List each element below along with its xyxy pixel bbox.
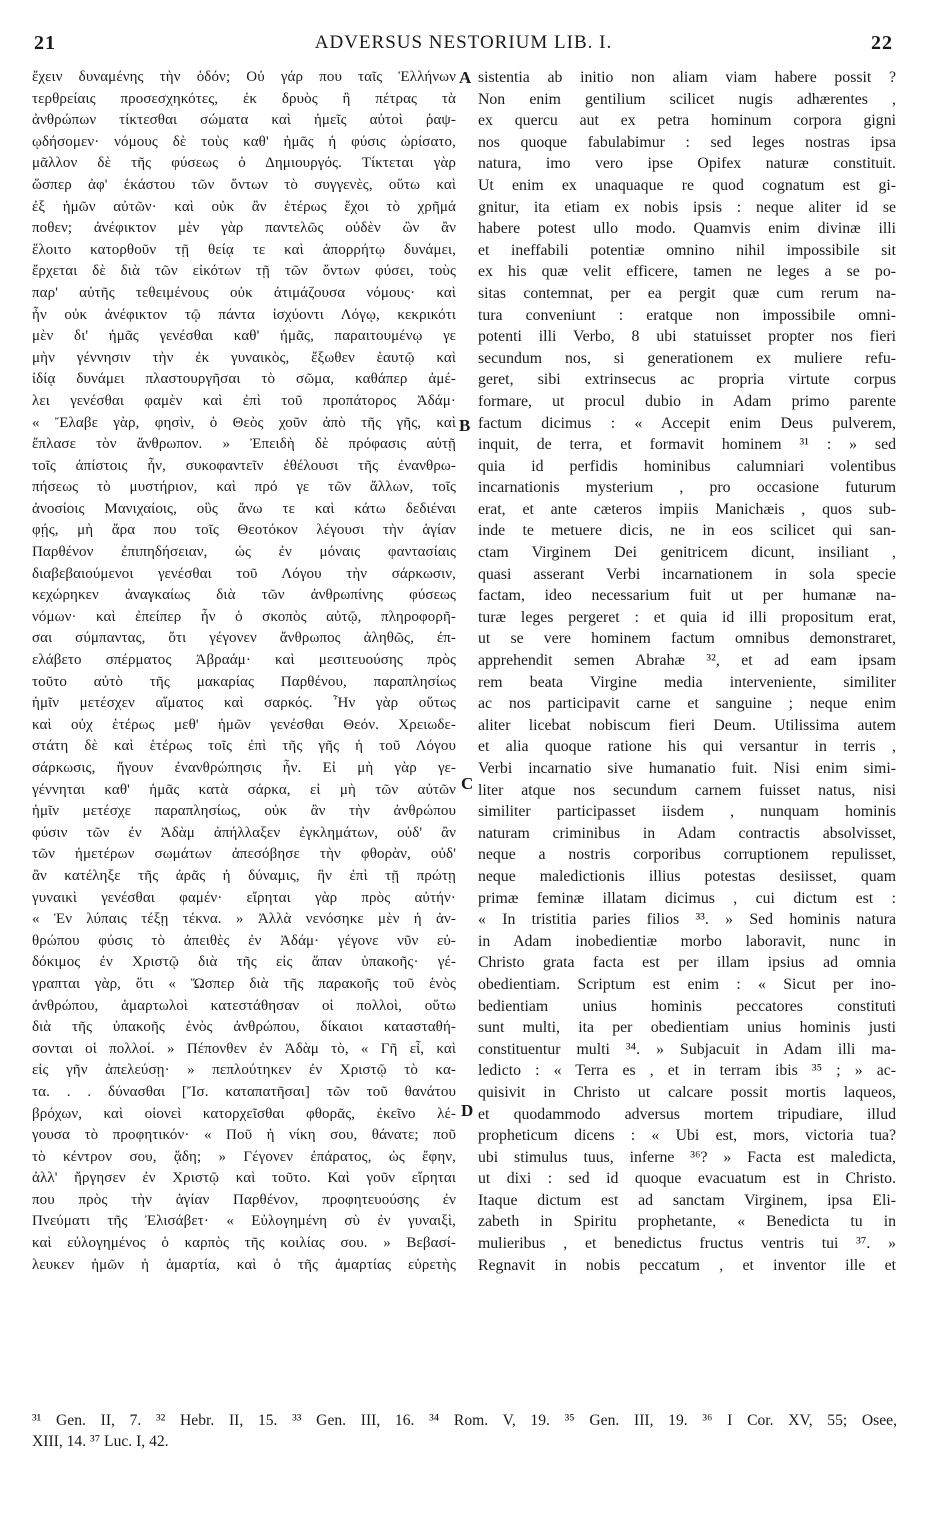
footnote-line: ³¹ Gen. II, 7. ³² Hebr. II, 15. ³³ Gen. III, 16. ³⁴ Rom. V, 19. ³⁵ Gen. III, 19. ³⁶ I Cor. XV, 55; Osee, bbox=[32, 1412, 897, 1429]
latin-text-line: ubi stimulus tuus, inferne ³⁶? » Facta est maledicta, bbox=[478, 1148, 896, 1166]
greek-text-line: καὶ οὐχ ἑτέρως μεθ' ἡμῶν γενέσθαι Θεόν. Χρειωδε- bbox=[32, 716, 456, 733]
latin-text-line: Verbi incarnatio sive humanatio fuit. Nisi enim simi- bbox=[478, 760, 896, 777]
latin-text-line: geret, sibi extrinsecus ac propria virtute corpus bbox=[478, 371, 896, 389]
margin-marker-a: A bbox=[459, 68, 472, 87]
greek-text-line: ἀνθρώπων τίκτεσθαι σώματα καὶ ἡμεῖς αὐτοὶ ῥαψ- bbox=[32, 112, 456, 129]
latin-text-line: sistentia ab initio non aliam viam habere possit ? bbox=[478, 69, 896, 86]
greek-text-line: ἀνοσίοις Μανιχαίοις, οὓς ἄνω τε καὶ κάτω δεδιέναι bbox=[32, 500, 456, 517]
latin-text-line: quasi asserant Verbi incarnationem in sola specie bbox=[478, 565, 896, 583]
latin-text-line: quisivit in Christo ut calcare possit mortis laqueos, bbox=[478, 1083, 896, 1101]
greek-text-line: « Ἔλαβε γὰρ, φησὶν, ὁ Θεὸς χοῦν ἀπὸ τῆς γῆς, καὶ bbox=[32, 414, 456, 431]
running-title: ADVERSUS NESTORIUM LIB. I. bbox=[314, 32, 613, 53]
margin-marker-d: D bbox=[461, 1101, 474, 1120]
latin-text-line: rem beata Virgine media interveniente, similiter bbox=[478, 673, 896, 691]
latin-text-line: natura, imo vero ipse Opifex naturæ constituit. bbox=[478, 155, 896, 173]
greek-text-line: ῳδήσομεν· νόμους δὲ τοὺς καθ' ἡμᾶς ἡ φύσις ὡρίσατο, bbox=[32, 133, 456, 150]
latin-text-line: et alia quoque ratione his qui versantur in terris , bbox=[478, 738, 896, 756]
latin-text-line: mulieribus , et benedictus fructus ventris tui ³⁷. » bbox=[478, 1235, 896, 1253]
page-header bbox=[30, 32, 897, 58]
latin-text-line: sitas contemnat, per ea pergit quæ cum rerum na- bbox=[478, 284, 896, 302]
greek-text-line: ἡμῖν μετέσχε παραπλησίως, οὐκ ἂν τὴν ἀνθρώπου bbox=[32, 803, 456, 820]
greek-text-line: ἐξ ἡμῶν αὐτῶν· καὶ οὐκ ἂν ἑτέρως ἔχοι τὸ χρῆμά bbox=[32, 198, 456, 215]
greek-text-line: φύσιν τῶν ἐν Ἀδὰμ ἀπήλλαξεν ἐγκλημάτων, οὐδ' ἂν bbox=[32, 824, 456, 841]
greek-text-line: κεχώρηκεν ἀναγκαίως διὰ τῶν ἀνθρωπίνης φύσεως bbox=[32, 587, 456, 604]
latin-text-line: inquit, de terra, et formavit hominem ³¹ : » sed bbox=[478, 436, 896, 454]
greek-text-line: λευκεν ἡμῶν ἡ ἁμαρτία, καὶ ὁ τῆς ἁμαρτίας εὑρετὴς bbox=[32, 1256, 456, 1273]
latin-text-line: secundum nos, si generationem ex muliere refu- bbox=[478, 349, 896, 367]
greek-text-line: μὲν δι' ἡμᾶς γενέσθαι καθ' ἡμᾶς, παραιτουμένῳ γε bbox=[32, 328, 456, 345]
greek-text-line: καὶ εὐλογημένος ὁ καρπὸς τῆς κοιλίας σου. » Βεβασί- bbox=[32, 1235, 456, 1252]
greek-text-line: ἕλοιτο κατορθοῦν τῇ θείᾳ τε καὶ ἀπορρήτῳ δυνάμει, bbox=[32, 241, 456, 258]
greek-text-line: σαι σύμπαντας, ὅτι γέγονεν ἄνθρωπος ἀληθῶς, ἐπ- bbox=[32, 630, 456, 647]
greek-text-line: γραπται γὰρ, ὅτι « Ὥσπερ διὰ τῆς παρακοῆς τοῦ ἑνὸς bbox=[32, 975, 456, 992]
greek-text-line: τα. . . δύνασθαι [Ἴσ. καταπατῆσαι] τῶν τοῦ θανάτου bbox=[32, 1083, 456, 1100]
latin-text-line: et ineffabili potentiæ omnino nihil impossibile sit bbox=[478, 241, 896, 259]
greek-text-line: στάτη δὲ καὶ ἑτέρως τοῖς ἐπὶ τῆς γῆς ἡ τοῦ Λόγου bbox=[32, 738, 456, 755]
greek-column bbox=[32, 67, 456, 1276]
latin-text-line: ex his quæ velit efficere, tamen ne leges a se po- bbox=[478, 263, 896, 281]
latin-text-line: neque maledictionis illius potestas desiisset, quam bbox=[478, 867, 896, 885]
greek-text-line: σάρκωσις, ἤγουν ἐνανθρώπησις ἦν. Εἰ μὴ γὰρ γε- bbox=[32, 760, 456, 776]
greek-text-line: ἔχειν δυναμένης τὴν ὁδόν; Οὐ γάρ που ταῖς Ἑλλήνων bbox=[32, 69, 456, 85]
latin-text-line: zabeth in Spiritu prophetante, « Benedicta tu in bbox=[478, 1213, 896, 1231]
greek-text-line: ἡμῖν μετέσχεν αἵματος καὶ σαρκός. Ἦν γὰρ οὕτως bbox=[32, 695, 456, 712]
latin-text-line: obedientiam. Scriptum est enim : « Sicut per ino- bbox=[478, 975, 896, 993]
latin-text-line: constituentur multi ³⁴. » Subjacuit in Adam illi ma- bbox=[478, 1040, 896, 1058]
latin-text-line: potenti illi Verbo, 8 ubi statuisset propter nos fieri bbox=[478, 328, 896, 346]
greek-text-line: εἰς γῆν ἀπελεύσῃ· » πεπλούτηκεν ἐν Χριστῷ τὸ κα- bbox=[32, 1062, 456, 1079]
greek-text-line: Πνεύματι τῆς Ἐλισάβετ· « Εὐλογημένη σὺ ἐν γυναιξὶ, bbox=[32, 1213, 456, 1230]
greek-text-line: τοῦτο αὐτὸ τῆς μακαρίας Παρθένου, παραπλησίως bbox=[32, 673, 456, 690]
margin-marker-b: B bbox=[459, 416, 471, 435]
latin-text-line: sunt multi, ita per obedientiam unius hominis justi bbox=[478, 1019, 896, 1037]
greek-text-line: ἀλλ' ἤργησεν ἐν Χριστῷ καὶ τοῦτο. Καὶ γοῦν εἴρηται bbox=[32, 1170, 456, 1187]
latin-text-line: formare, ut procul dubio in Adam primo parente bbox=[478, 392, 896, 410]
greek-text-line: φῄς, μὴ ἄρα που τοῖς Θεοτόκον λέγουσι τὴν ἁγίαν bbox=[32, 522, 456, 539]
greek-text-line: ἂν κατέληξε τῆς ἀρᾶς ἡ δύναμις, ἣν ἐπὶ τῇ πρώτῃ bbox=[32, 867, 456, 884]
greek-text-line: λει γενέσθαι φαμὲν καὶ ἐπὶ τοῦ προπάτορος Ἀδάμ· bbox=[32, 392, 456, 409]
latin-text-line: quia id perfidis hominibus calumniari volentibus bbox=[478, 457, 896, 475]
latin-text-line: nos quoque fabulabimur : sed leges nostras ipsa bbox=[478, 133, 896, 151]
greek-text-line: γέννηται καθ' ἡμᾶς κατὰ σάρκα, εἰ μὴ τῶν αὐτῶν bbox=[32, 781, 456, 798]
greek-text-line: σονται οἱ πολλοί. » Πέπονθεν ἐν Ἀδὰμ τὸ, « Γῆ εἶ, καὶ bbox=[32, 1040, 456, 1057]
greek-text-line: ἔπλασε τὸν ἄνθρωπον. » Ἐπειδὴ δὲ πρόφασις αὐτῇ bbox=[32, 436, 456, 453]
latin-text-line: et quodammodo adversus mortem tripudiare, illud bbox=[478, 1105, 896, 1123]
greek-text-line: ποθεν; ἀνέφικτον μὲν γὰρ παντελῶς οὐδὲν ὢν ἂν bbox=[32, 220, 456, 237]
latin-text-line: similiter participasset iisdem , nunquam hominis bbox=[478, 803, 896, 821]
latin-text-line: Ut enim ex unaquaque re quod cognatum est gi- bbox=[478, 176, 896, 194]
greek-text-line: τερθρείαις προσεσχηκότες, ἐκ δρυὸς ἢ πέτρας τὰ bbox=[32, 90, 456, 107]
latin-text-line: inde te metuere dicis, ne in eos scilicet qui san- bbox=[478, 522, 896, 540]
latin-text-line: neque a nostris corporibus corruptionem repulisset, bbox=[478, 846, 896, 864]
latin-text-line: ut se vere hominem factum omnibus demonstraret, bbox=[478, 630, 896, 648]
greek-text-line: γυναικὶ γενέσθαι φαμέν· εἴρηται γὰρ πρὸς αὐτήν· bbox=[32, 889, 456, 906]
greek-text-line: βρόχων, καὶ οἱονεὶ κατορχεῖσθαι φθορᾶς, ἐκεῖνο λέ- bbox=[32, 1105, 456, 1122]
greek-text-line: Παρθένον ἐπιπηδήσειαν, ὡς ἐν μόναις φαντασίαις bbox=[32, 544, 456, 561]
greek-text-line: ἔρχεται δὲ διὰ τῶν εἰκότων τῇ τῶν ὄντων φύσει, τοὺς bbox=[32, 263, 456, 280]
greek-text-line: μὴν γέννησιν τὴν ἐκ γυναικὸς, ἔξωθεν ἑαυτῷ καὶ bbox=[32, 349, 456, 366]
greek-text-line: παρ' αὐτῆς τεθειμένους οὐκ ἀτιμάζουσα νόμους· καὶ bbox=[32, 284, 456, 301]
footnote-line: XIII, 14. ³⁷ Luc. I, 42. bbox=[32, 1433, 169, 1450]
greek-text-line: που πρὸς τὴν ἁγίαν Παρθένον, προφητευούσης ἐν bbox=[32, 1191, 456, 1208]
latin-text-line: Itaque dictum est ad sanctam Virginem, ipsa Eli- bbox=[478, 1191, 896, 1209]
latin-text-line: ctam Virginem Dei genitricem dicunt, insiliant , bbox=[478, 544, 896, 562]
greek-text-line: νόμων· καὶ ἐπείπερ ἦν ὁ σκοπὸς αὐτῷ, πληροφορῆ- bbox=[32, 608, 456, 625]
margin-marker-c: C bbox=[461, 774, 474, 793]
greek-text-line: δόκιμος ἐν Χριστῷ διὰ τῆς εἰς ἅπαν ὑπακοῆς· γέ- bbox=[32, 954, 456, 971]
greek-text-line: πήσεως τὸ μυστήριον, καὶ πρό γε τῶν ἄλλων, τοῖς bbox=[32, 479, 456, 496]
latin-text-line: factam, ideo necessarium fuit ut per humanæ na- bbox=[478, 587, 896, 605]
latin-text-line: in Adam inobedientiæ morbo laboravit, nunc in bbox=[478, 932, 896, 950]
latin-text-line: gnitur, ita etiam ex nobis ipsis : neque aliter id se bbox=[478, 198, 896, 216]
latin-text-line: ac nos participavit carne et sanguine ; neque enim bbox=[478, 695, 896, 713]
latin-text-line: ex quercu aut ex petra hominum corpora gigni bbox=[478, 112, 896, 130]
latin-text-line: apprehendit semen Abrahæ ³², et ad eam ipsam bbox=[478, 652, 896, 670]
latin-text-line: propheticum dicens : « Ubi est, mors, victoria tua? bbox=[478, 1127, 896, 1145]
latin-text-line: ut dixi : sed id quoque evacuatum est in Christo. bbox=[478, 1170, 896, 1188]
latin-text-line: turæ leges pergeret : et quia id illi propositum erat, bbox=[478, 608, 896, 626]
page-number-right: 22 bbox=[871, 32, 893, 54]
greek-text-line: διαβεβαιούμενοι γενέσθαι τοῦ Λόγου τὴν σάρκωσιν, bbox=[32, 565, 456, 582]
greek-text-line: διὰ τῆς ὑπακοῆς ἑνὸς ἀνθρώπου, δίκαιοι κατασταθή- bbox=[32, 1019, 456, 1036]
latin-text-line: aliter licebat nobiscum fieri Deum. Utilissima autem bbox=[478, 716, 896, 734]
latin-text-line: bedientiam unius hominis peccatores constituti bbox=[478, 997, 896, 1015]
greek-text-line: θρώπου φύσις τὸ ἀπειθὲς ἐν Ἀδάμ· γέγονε νῦν εὐ- bbox=[32, 932, 456, 949]
greek-text-line: ἦν οὐκ ἀνέφικτον τῷ πάντα ἰσχύοντι Λόγῳ, κεκρικότι bbox=[32, 306, 456, 323]
latin-text-line: liter atque nos secundum carnem fuisset natus, nisi bbox=[478, 781, 896, 799]
latin-text-line: erat, et ante cæteros impiis Manichæis , quos sub- bbox=[478, 500, 896, 518]
latin-text-line: primæ feminæ illatam dicimus , cui dictum est : bbox=[478, 889, 896, 907]
latin-text-line: « In tristitia paries filios ³³. » Sed hominis natura bbox=[478, 911, 896, 929]
latin-text-line: ledicto : « Terra es , et in terram ibis ³⁵ ; » ac- bbox=[478, 1062, 896, 1080]
latin-column bbox=[478, 67, 896, 1276]
latin-text-line: naturam criminibus in Adam contractis absolvisset, bbox=[478, 824, 896, 842]
latin-text-line: Non enim gentilium scilicet nugis adhærentes , bbox=[478, 90, 896, 108]
greek-text-line: « Ἐν λύπαις τέξῃ τέκνα. » Ἀλλὰ νενόσηκε μὲν ἡ ἀν- bbox=[32, 911, 456, 928]
latin-text-line: tura conveniunt : eratque non impossibile omni- bbox=[478, 306, 896, 324]
greek-text-line: μᾶλλον δὲ τῆς φύσεως ὁ Δημιουργός. Τίκτεται γὰρ bbox=[32, 155, 456, 172]
latin-text-line: habere potest ullo modo. Quamvis enim divinæ illi bbox=[478, 220, 896, 238]
page-number-left: 21 bbox=[34, 32, 56, 54]
latin-text-line: Christo grata facta est per illam ipsius ad omnia bbox=[478, 954, 896, 972]
greek-text-line: ελάβετο σπέρματος Ἀβραάμ· καὶ μεσιτευούσης πρὸς bbox=[32, 652, 456, 669]
greek-text-line: τὸ κέντρον σου, ᾅδη; » Γέγονεν ἐπάρατος, ὡς ἔφην, bbox=[32, 1148, 456, 1165]
footnotes bbox=[32, 1410, 897, 1452]
latin-text-line: factum dicimus : « Accepit enim Deus pulverem, bbox=[478, 414, 896, 432]
greek-text-line: ὥσπερ ἀφ' ἑκάστου τῶν ὄντων τὸ συγγενὲς, οὕτω καὶ bbox=[32, 176, 456, 193]
greek-text-line: ἀνθρώπου, ἁμαρτωλοὶ κατεστάθησαν οἱ πολλοὶ, οὕτω bbox=[32, 997, 456, 1014]
greek-text-line: τοῖς ἀπίστοις ἦν, συκοφαντεῖν ἐθέλουσι τῆς ἐνανθρω- bbox=[32, 457, 456, 474]
greek-text-line: γουσα τὸ προφητικόν· « Ποῦ ἡ νίκη σου, θάνατε; ποῦ bbox=[32, 1127, 456, 1144]
greek-text-line: ἰδίᾳ δυνάμει πλαστουργῆσαι τὸ σῶμα, καθάπερ ἀμέ- bbox=[32, 371, 456, 388]
greek-text-line: τῶν ἡμετέρων σωμάτων ἀπεσόβησε τὴν φθορὰν, οὐδ' bbox=[32, 846, 456, 863]
latin-text-line: incarnationis mysterium , pro occasione futurum bbox=[478, 479, 896, 497]
latin-text-line: Regnavit in nobis peccatum , et inventor ille et bbox=[478, 1256, 896, 1274]
